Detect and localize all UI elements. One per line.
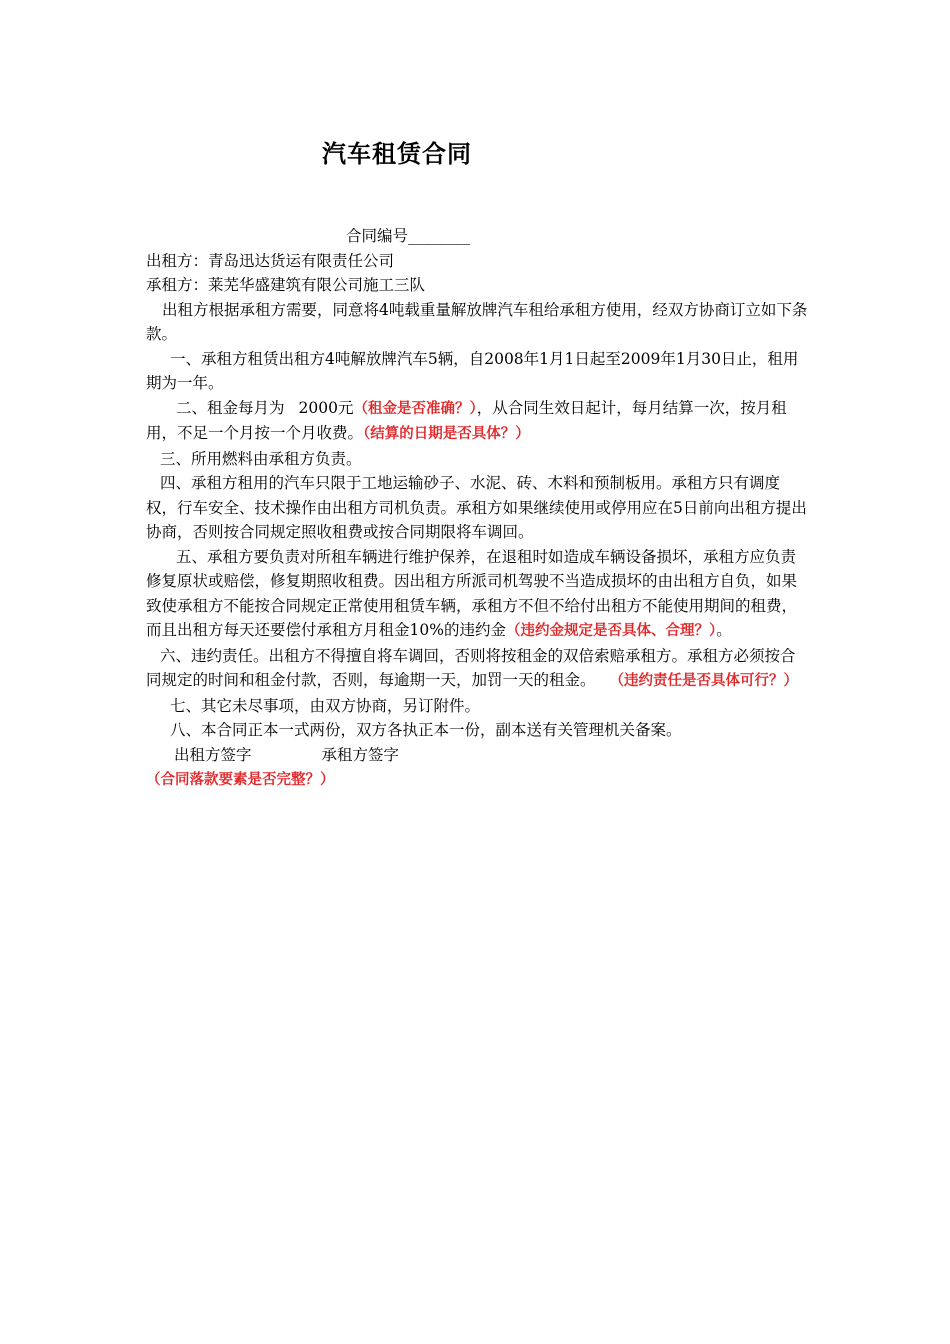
lessee-signature: 承租方签字 [321,745,400,764]
document-title: 汽车租赁合同 [322,139,472,168]
clause-7: 七、其它未尽事项，由双方协商，另订附件。 [170,696,481,715]
lessor-line: 出租方：青岛迅达货运有限责任公司 [146,251,395,270]
clause-2-text-b: ，从合同生效日起计，每月结算一次，按月租用，不足一个月按一个月收费。 [146,398,787,442]
clause-3: 三、所用燃料由承租方负责。 [160,449,362,468]
document-body [146,224,808,793]
contract-number: 合同编号________ [346,227,471,245]
clause-2 [146,396,808,447]
intro-paragraph: 出租方根据承租方需要，同意将4吨载重量解放牌汽车租给承租方使用，经双方协商订立如下条款。 [146,300,808,343]
annotation-settlement: （结算的日期是否具体？） [363,426,530,442]
rent-amount: 2000元 [298,398,354,417]
signature-line [146,743,808,768]
annotation-signature: （合同落款要素是否完整？） [146,772,335,788]
clause-1: 一、承租方租赁出租方4吨解放牌汽车5辆，自2008年1月1日起至2009年1月30日止，租用期为一年。 [146,349,799,392]
clause-6-text: 六、违约责任。出租方不得擅自将车调回，否则将按租金的双倍索赔承租方。承租方必须按合同规定的时间和租金付款，否则，每逾期一天，加罚一天的租金。 [146,646,796,689]
lessor-signature: 出租方签字 [174,745,252,764]
clause-4: 四、承租方租用的汽车只限于工地运输砂子、水泥、砖、木料和预制板用。承租方只有调度权，行车安全、技术操作由出租方司机负责。承租方如果继续使用或停用应在5日前向出租方提出协商，否则按合同规定照收租费或按合同期限将车调回。 [146,474,807,541]
clause-5-text: 五、承租方要负责对所租车辆进行维护保养，在退租时如造成车辆设备损坏，承租方应负责修复原状或赔偿，修复期照收租费。因出租方所派司机驾驶不当造成损坏的由出租方自负，如果致使承租方不能按合同规定正常使用租赁车辆，承租方不但不给付出租方不能使用期间的租费，而且出租方每天还要偿付承租方月租金10%的违约金 [146,547,798,639]
annotation-liability: （违约责任是否具体可行？） [609,673,799,689]
lessee-line: 承租方：莱芜华盛建筑有限公司施工三队 [146,276,426,294]
annotation-rent: （租金是否准确？） [353,400,477,417]
clause-2-text: 二、租金每月为 [176,398,285,417]
clause-6 [146,644,808,694]
signature-annotation [146,767,808,793]
clause-5 [146,545,808,644]
clause-5-end: 。 [716,621,732,639]
clause-8: 八、本合同正本一式两份，双方各执正本一份，副本送有关管理机关备案。 [170,721,682,739]
annotation-penalty: （违约金规定是否具体、合理？） [505,623,717,639]
